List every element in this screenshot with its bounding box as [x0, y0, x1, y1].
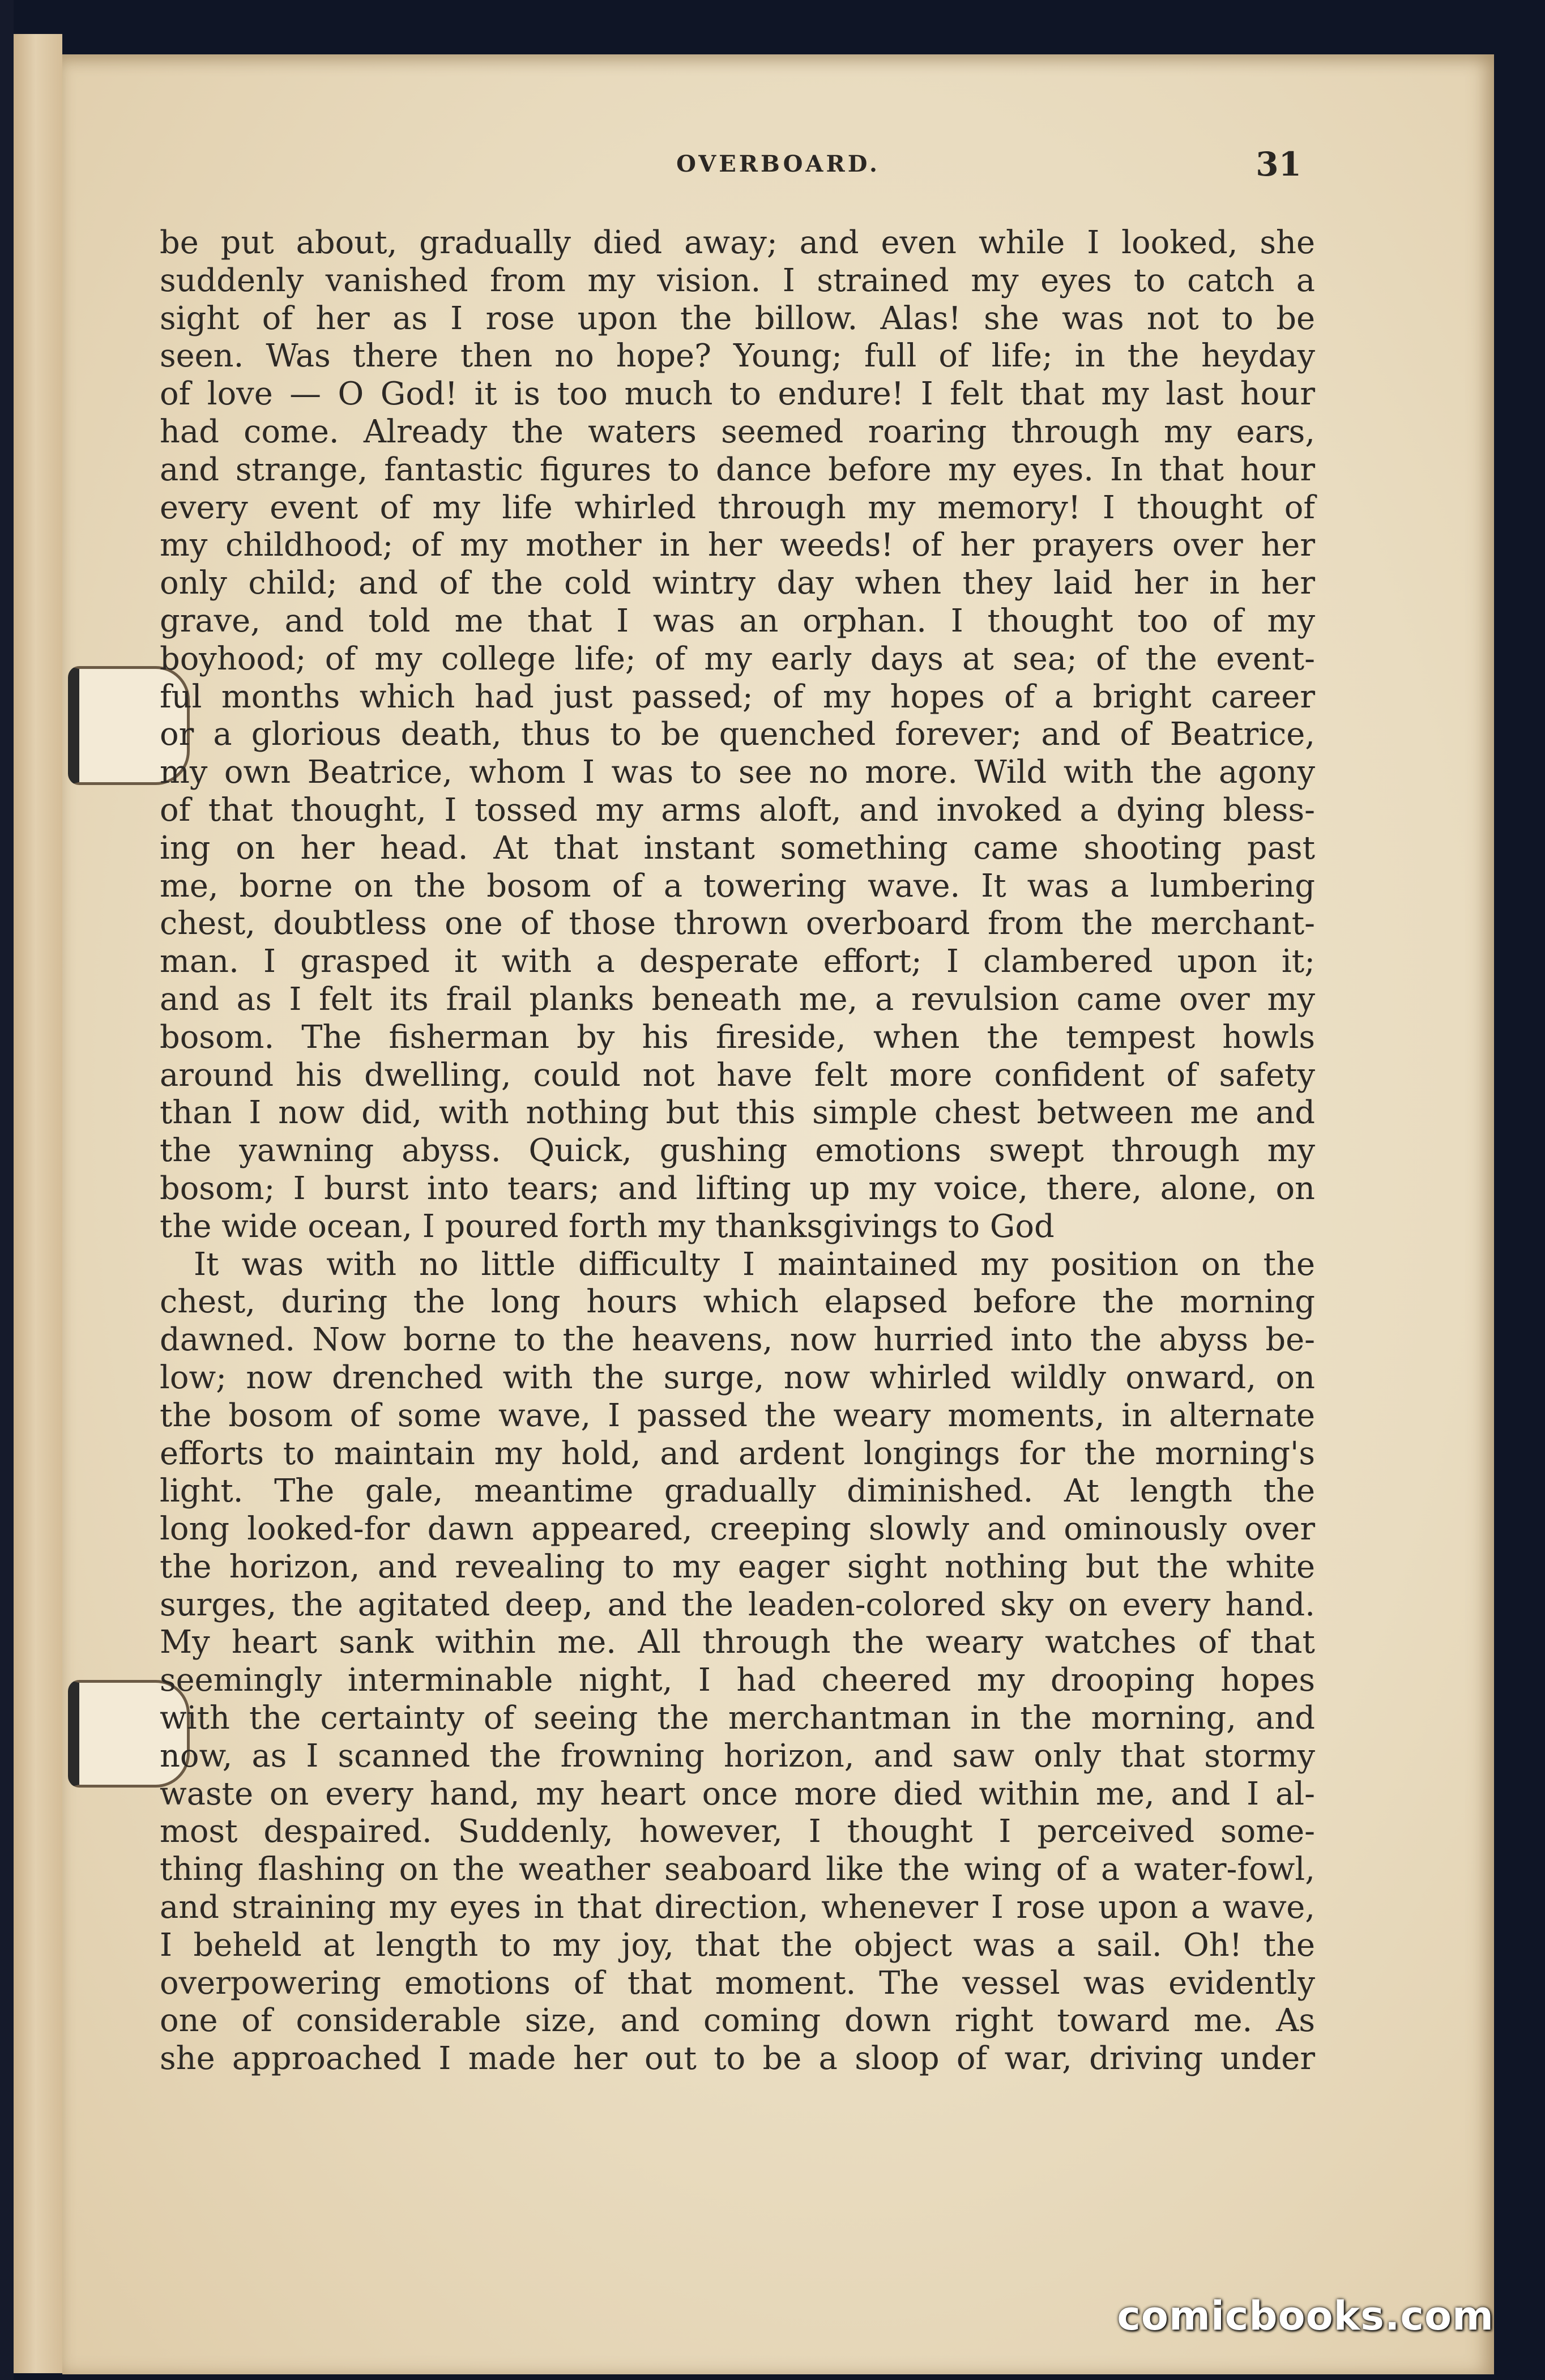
running-head: OVERBOARD. [676, 151, 880, 177]
facing-page-edge [14, 34, 62, 2373]
text-line: seen. Was there then no hope? Young; full of life; in the heyday [160, 338, 1315, 375]
text-line: the horizon, and revealing to my eager sight nothing but the white [160, 1548, 1315, 1585]
text-line: my own Beatrice, whom I was to see no more. Wild with the agony [160, 754, 1315, 791]
text-line: light. The gale, meantime gradually diminished. At length the [160, 1473, 1315, 1510]
text-line: be put about, gradually died away; and even while I looked, she [160, 224, 1315, 261]
text-line: bosom. The fisherman by his fireside, when the tempest howls [160, 1018, 1315, 1056]
text-line: long looked-for dawn appeared, creeping slowly and ominously over [160, 1511, 1315, 1548]
text-line: waste on every hand, my heart once more died within me, and I al- [160, 1775, 1315, 1812]
text-line: of love — O God! it is too much to endure! I felt that my last hour [160, 376, 1315, 413]
text-line: had come. Already the waters seemed roaring through my ears, [160, 413, 1315, 450]
page-number: 31 [1256, 145, 1301, 184]
text-line: My heart sank within me. All through the weary watches of that [160, 1624, 1315, 1661]
text-line: overpowering emotions of that moment. The vessel was evidently [160, 1964, 1315, 2002]
text-line: grave, and told me that I was an orphan. I thought too of my [160, 602, 1315, 639]
text-line: bosom; I burst into tears; and lifting up my voice, there, alone, on [160, 1170, 1315, 1207]
text-line: boyhood; of my college life; of my early days at sea; of the event- [160, 640, 1315, 677]
text-line: the yawning abyss. Quick, gushing emotions swept through my [160, 1132, 1315, 1170]
text-line: the wide ocean, I poured forth my thanksgivings to God [160, 1208, 1055, 1245]
text-line: most despaired. Suddenly, however, I thought I perceived some- [160, 1813, 1315, 1850]
page-header [62, 145, 1494, 196]
text-line: chest, during the long hours which elapsed before the morning [160, 1283, 1315, 1321]
text-line: only child; and of the cold wintry day when they laid her in her [160, 565, 1315, 602]
text-line: with the certainty of seeing the merchantman in the morning, and [160, 1700, 1315, 1737]
text-line: one of considerable size, and coming down right toward me. As [160, 2002, 1315, 2040]
text-line: the bosom of some wave, I passed the weary moments, in alternate [160, 1397, 1315, 1434]
text-line: It was with no little difficulty I maintained my position on the [194, 1246, 1315, 1283]
text-line: low; now drenched with the surge, now whirled wildly onward, on [160, 1359, 1315, 1396]
text-line: sight of her as I rose upon the billow. Alas! she was not to be [160, 300, 1315, 337]
body-text [160, 224, 1315, 2078]
text-line: ing on her head. At that instant something came shooting past [160, 829, 1315, 867]
text-line: around his dwelling, could not have felt more confident of safety [160, 1056, 1315, 1094]
watermark: comicbooks.com [1117, 2293, 1494, 2339]
text-line: dawned. Now borne to the heavens, now hurried into the abyss be- [160, 1321, 1315, 1359]
text-line: efforts to maintain my hold, and ardent longings for the morning's [160, 1435, 1315, 1472]
text-line: man. I grasped it with a desperate effort; I clambered upon it; [160, 943, 1315, 980]
text-line: she approached I made her out to be a sloop of war, driving under [160, 2040, 1315, 2078]
text-line: of that thought, I tossed my arms aloft, and invoked a dying bless- [160, 791, 1315, 829]
text-line: my childhood; of my mother in her weeds! of her prayers over her [160, 527, 1315, 564]
text-line: suddenly vanished from my vision. I strained my eyes to catch a [160, 262, 1315, 299]
text-line: seemingly interminable night, I had cheered my drooping hopes [160, 1662, 1315, 1699]
text-line: every event of my life whirled through my memory! I thought of [160, 489, 1315, 526]
text-line: I beheld at length to my joy, that the object was a sail. Oh! the [160, 1926, 1315, 1964]
text-line: and strange, fantastic figures to dance before my eyes. In that hour [160, 451, 1315, 488]
text-line: than I now did, with nothing but this simple chest between me and [160, 1094, 1315, 1132]
text-line: and straining my eyes in that direction, whenever I rose upon a wave, [160, 1889, 1315, 1926]
text-line: ful months which had just passed; of my hopes of a bright career [160, 678, 1315, 715]
text-line: now, as I scanned the frowning horizon, and saw only that stormy [160, 1737, 1315, 1775]
text-line: me, borne on the bosom of a towering wave. It was a lumbering [160, 867, 1315, 905]
text-line: surges, the agitated deep, and the leaden-colored sky on every hand. [160, 1586, 1315, 1623]
book-spine [0, 0, 14, 2380]
text-line: and as I felt its frail planks beneath me, a revulsion came over my [160, 980, 1315, 1018]
text-line: or a glorious death, thus to be quenched forever; and of Beatrice, [160, 716, 1315, 753]
text-line: chest, doubtless one of those thrown overboard from the merchant- [160, 905, 1315, 942]
text-line: thing flashing on the weather seaboard like the wing of a water-fowl, [160, 1851, 1315, 1888]
